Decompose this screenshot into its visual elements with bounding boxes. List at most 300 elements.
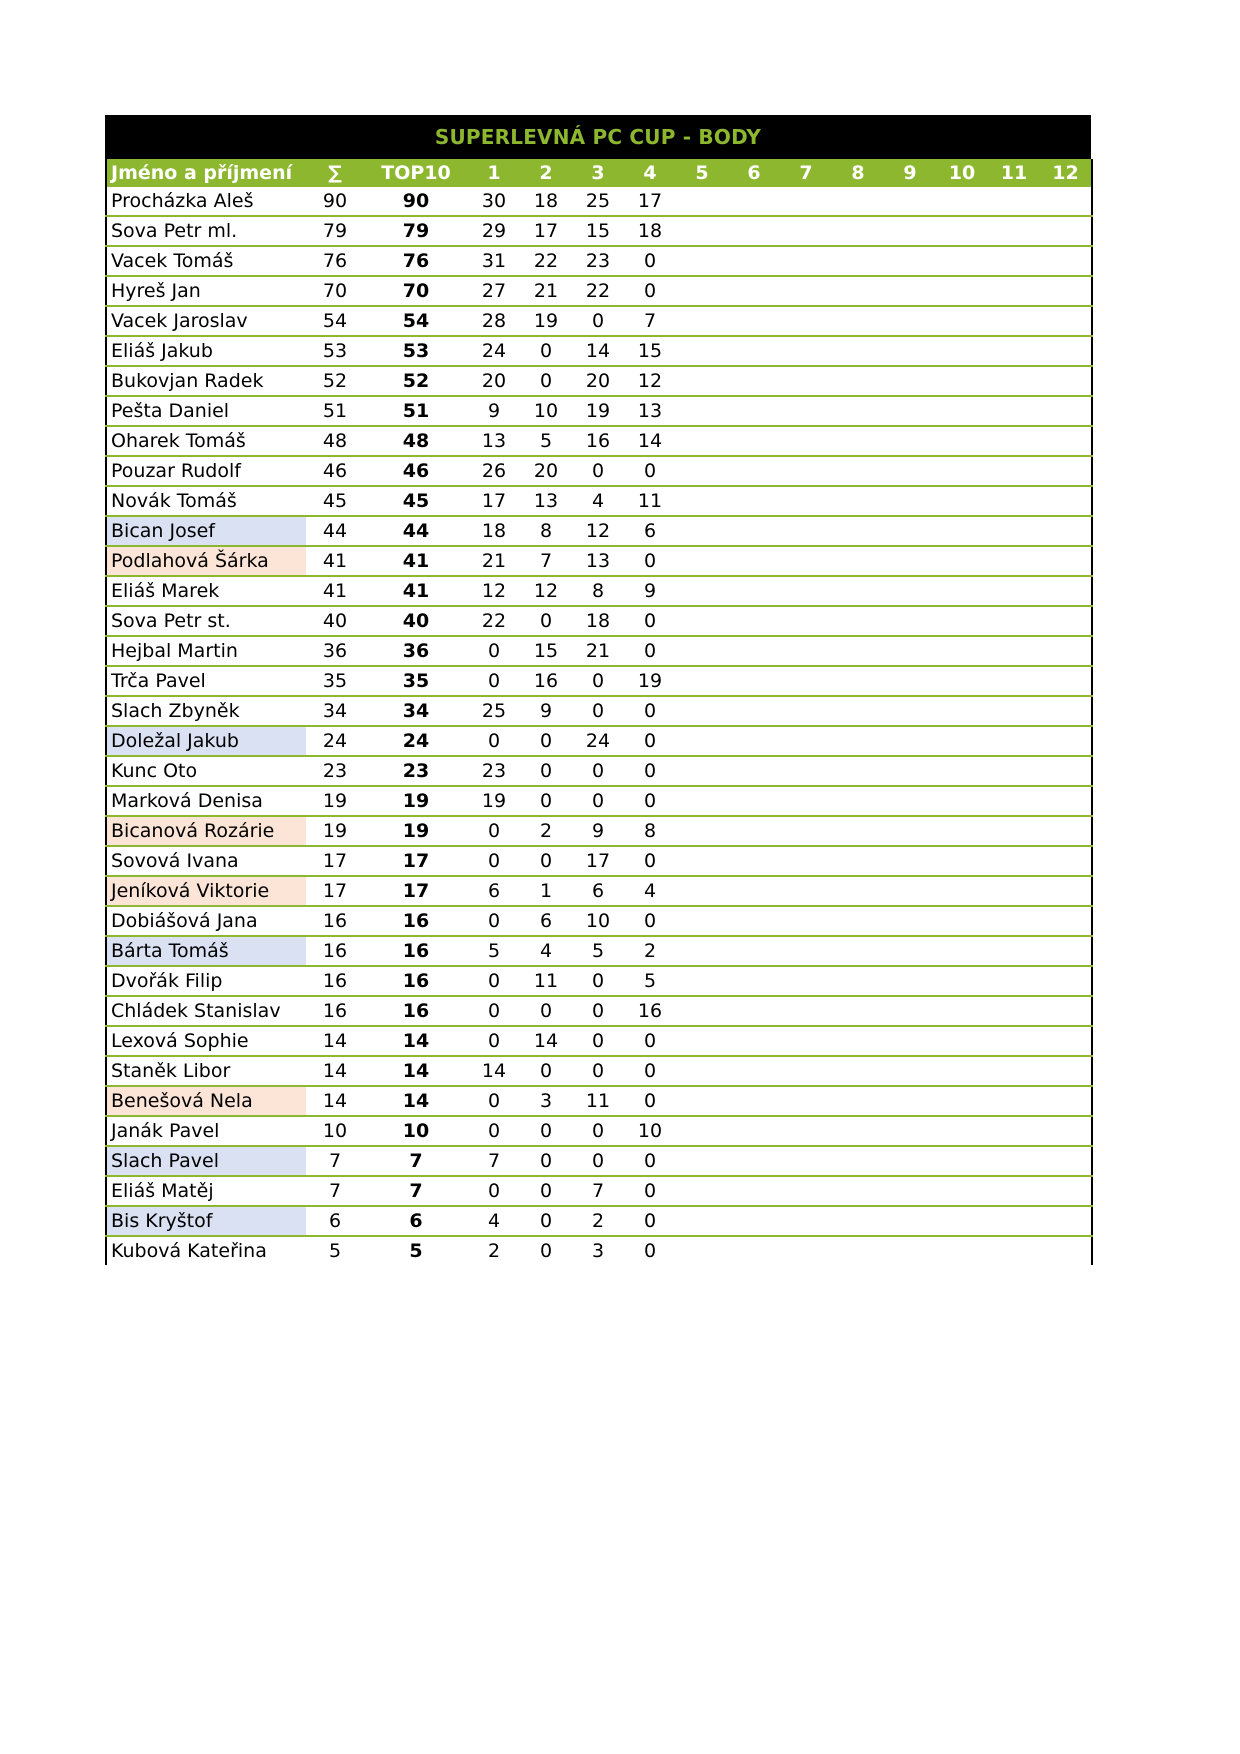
round-2-cell: 14 [520,1026,572,1056]
round-4-cell: 19 [624,666,676,696]
round-1-cell: 18 [468,516,520,546]
sum-cell: 35 [306,666,364,696]
table-row [106,876,1092,906]
round-8-cell [832,996,884,1026]
round-10-cell [936,906,988,936]
round-11-cell [988,426,1040,456]
round-6-cell [728,396,780,426]
player-name-cell: Vacek Jaroslav [106,306,306,336]
round-12-cell [1040,516,1092,546]
round-11-cell [988,306,1040,336]
round-8-cell [832,636,884,666]
round-7-cell [780,846,832,876]
table-row [106,1236,1092,1265]
round-8-cell [832,576,884,606]
round-5-cell [676,996,728,1026]
round-6-cell [728,1206,780,1236]
round-5-cell [676,396,728,426]
round-9-cell [884,1026,936,1056]
round-8-cell [832,456,884,486]
round-9-cell [884,336,936,366]
round-5-cell [676,636,728,666]
round-1-cell: 6 [468,876,520,906]
round-7-cell [780,936,832,966]
table-row [106,636,1092,666]
sum-cell: 40 [306,606,364,636]
round-3-cell: 0 [572,1056,624,1086]
round-12-cell [1040,187,1092,216]
round-1-cell: 0 [468,846,520,876]
round-8-cell [832,306,884,336]
round-8-cell [832,546,884,576]
sum-cell: 79 [306,216,364,246]
round-12-cell [1040,1086,1092,1116]
player-name-cell: Procházka Aleš [106,187,306,216]
round-10-cell [936,426,988,456]
round-4-cell: 0 [643,1240,657,1262]
round-6-cell [728,1146,780,1176]
round-6-cell [728,966,780,996]
round-4-cell: 0 [624,1056,676,1086]
player-name-cell: Bukovjan Radek [106,366,306,396]
round-1-cell: 26 [468,456,520,486]
round-4-cell: 16 [624,996,676,1026]
round-4-cell: 0 [624,846,676,876]
round-4-cell: 4 [624,876,676,906]
sum-cell: 7 [306,1176,364,1206]
column-header-round-4: 4 [624,159,676,187]
player-name-cell: Sova Petr ml. [106,216,306,246]
round-7-cell [780,666,832,696]
round-10-cell [936,1146,988,1176]
round-4-cell: 13 [624,396,676,426]
player-name-cell: Eliáš Matěj [106,1176,306,1206]
player-name-cell: Dvořák Filip [106,966,306,996]
round-4-cell: 7 [624,306,676,336]
round-12-cell [1040,696,1092,726]
round-12-cell [1040,366,1092,396]
round-10-cell [936,1086,988,1116]
round-4-cell: 17 [624,187,676,216]
round-6-cell [728,1116,780,1146]
round-6-cell [728,996,780,1026]
round-1-cell: 5 [468,936,520,966]
round-2-cell: 15 [520,636,572,666]
round-10-cell [936,336,988,366]
round-9-cell [884,426,936,456]
round-8-cell [832,276,884,306]
points-table [105,159,1093,1265]
round-1-cell: 9 [468,396,520,426]
table-row [106,606,1092,636]
round-5-cell [676,187,728,216]
round-1-cell: 12 [468,576,520,606]
round-3-cell: 12 [572,516,624,546]
round-11-cell [988,1086,1040,1116]
round-11-cell [988,486,1040,516]
round-10-cell [936,456,988,486]
round-11-cell [988,666,1040,696]
round-12-cell [1040,876,1092,906]
round-12-cell [1040,426,1092,456]
round-7-cell [780,966,832,996]
top10-cell: 17 [364,876,468,906]
player-name-cell: Trča Pavel [106,666,306,696]
round-7-cell [780,816,832,846]
round-5-cell [676,1086,728,1116]
round-6-cell [728,456,780,486]
round-5-cell [676,486,728,516]
table-row [106,966,1092,996]
round-5-cell [676,576,728,606]
table-row [106,936,1092,966]
sum-cell: 16 [306,936,364,966]
round-10-cell [936,486,988,516]
sum-cell: 16 [306,996,364,1026]
round-8-cell [832,1116,884,1146]
round-7-cell [780,306,832,336]
round-2-cell: 0 [520,996,572,1026]
column-header-round-1: 1 [468,159,520,187]
round-9-cell [884,906,936,936]
round-2-cell: 0 [520,846,572,876]
round-5-cell [676,1206,728,1236]
round-2-cell: 6 [520,906,572,936]
round-6-cell [728,666,780,696]
round-5-cell [676,786,728,816]
round-6-cell [728,336,780,366]
round-3-cell: 0 [572,666,624,696]
round-7-cell [780,216,832,246]
round-10-cell [936,1116,988,1146]
round-3-cell: 22 [572,276,624,306]
round-8-cell [832,1086,884,1116]
round-1-cell: 23 [468,756,520,786]
round-9-cell [884,726,936,756]
round-7-cell [780,786,832,816]
round-9-cell [884,1146,936,1176]
round-7-cell [780,336,832,366]
round-11-cell [988,1236,1040,1265]
round-7-cell [780,396,832,426]
top10-cell: 16 [364,966,468,996]
round-3-cell: 0 [572,1026,624,1056]
round-8-cell [832,726,884,756]
round-9-cell [884,187,936,216]
round-1-cell: 2 [487,1240,501,1262]
round-5-cell [676,876,728,906]
table-row [106,366,1092,396]
top10-cell: 41 [364,576,468,606]
round-8-cell [832,187,884,216]
round-9-cell [884,606,936,636]
round-11-cell [988,636,1040,666]
round-8-cell [832,816,884,846]
sum-cell: 14 [306,1056,364,1086]
round-11-cell [988,246,1040,276]
round-1-cell: 27 [468,276,520,306]
round-6-cell [728,306,780,336]
round-5-cell [676,696,728,726]
round-11-cell [988,456,1040,486]
round-3-cell: 17 [572,846,624,876]
round-2-cell: 2 [520,816,572,846]
sum-cell: 6 [306,1206,364,1236]
round-10-cell [936,936,988,966]
round-1-cell: 22 [468,606,520,636]
round-6-cell [728,1056,780,1086]
round-3-cell: 23 [572,246,624,276]
player-name-cell: Hejbal Martin [106,636,306,666]
round-4-cell: 0 [624,1146,676,1176]
top10-cell: 46 [364,456,468,486]
round-6-cell [728,906,780,936]
round-2-cell: 0 [520,336,572,366]
round-9-cell [884,396,936,426]
player-name-cell: Hyreš Jan [106,276,306,306]
round-6-cell [728,876,780,906]
table-row [106,187,1092,216]
sum-cell: 48 [306,426,364,456]
round-11-cell [988,276,1040,306]
round-9-cell [884,876,936,906]
round-7-cell [780,756,832,786]
player-name-cell: Jeníková Viktorie [106,876,306,906]
table-row [106,696,1092,726]
column-header-round-8: 8 [832,159,884,187]
round-8-cell [832,906,884,936]
player-name-cell: Novák Tomáš [106,486,306,516]
round-4-cell: 0 [624,1026,676,1056]
round-2-cell: 0 [520,1056,572,1086]
round-9-cell [884,1116,936,1146]
top10-cell: 76 [364,246,468,276]
round-12-cell [1040,456,1092,486]
round-8-cell [832,1146,884,1176]
top10-cell: 51 [364,396,468,426]
top10-cell: 23 [364,756,468,786]
round-9-cell [884,576,936,606]
player-name-cell: Bis Kryštof [106,1206,306,1236]
player-name-cell: Slach Pavel [106,1146,306,1176]
column-header-round-3: 3 [572,159,624,187]
sum-cell: 19 [306,816,364,846]
round-3-cell: 2 [572,1206,624,1236]
sum-cell: 52 [306,366,364,396]
round-9-cell [884,1056,936,1086]
top10-cell: 53 [364,336,468,366]
round-10-cell [936,636,988,666]
top10-cell: 5 [409,1240,423,1262]
round-7-cell [780,906,832,936]
sum-cell: 90 [306,187,364,216]
round-8-cell [832,666,884,696]
round-5-cell [676,216,728,246]
round-12-cell [1040,1206,1092,1236]
round-12-cell [1040,636,1092,666]
round-3-cell: 8 [572,576,624,606]
round-2-cell: 0 [520,1176,572,1206]
round-1-cell: 0 [468,1176,520,1206]
round-8-cell [832,756,884,786]
column-header-name: Jméno a příjmení [106,159,306,187]
round-11-cell [988,906,1040,936]
round-11-cell [988,1176,1040,1206]
round-12-cell [1040,1236,1092,1265]
round-5-cell [676,666,728,696]
round-4-cell: 0 [624,456,676,486]
round-5-cell [676,966,728,996]
round-4-cell: 8 [624,816,676,846]
round-7-cell [780,696,832,726]
round-7-cell [780,1056,832,1086]
round-4-cell: 0 [624,726,676,756]
round-7-cell [780,1026,832,1056]
round-3-cell: 0 [572,1146,624,1176]
round-4-cell: 0 [624,1176,676,1206]
round-6-cell [728,636,780,666]
round-6-cell [728,576,780,606]
table-row [106,786,1092,816]
round-9-cell [884,786,936,816]
column-header-round-2: 2 [520,159,572,187]
sum-cell: 70 [306,276,364,306]
top10-cell: 7 [364,1176,468,1206]
round-9-cell [884,456,936,486]
column-header-round-6: 6 [728,159,780,187]
round-7-cell [780,546,832,576]
round-2-cell: 21 [520,276,572,306]
round-7-cell [780,516,832,546]
round-7-cell [780,366,832,396]
round-5-cell [676,726,728,756]
round-9-cell [884,306,936,336]
round-5-cell [676,366,728,396]
column-header-top10: TOP10 [364,159,468,187]
top10-cell: 48 [364,426,468,456]
round-3-cell: 25 [572,187,624,216]
round-10-cell [936,366,988,396]
round-8-cell [832,1056,884,1086]
player-name-cell: Bárta Tomáš [106,936,306,966]
round-4-cell: 6 [624,516,676,546]
round-9-cell [884,1086,936,1116]
player-name-cell: Lexová Sophie [106,1026,306,1056]
round-8-cell [832,336,884,366]
sum-cell: 34 [306,696,364,726]
top10-cell: 14 [364,1056,468,1086]
round-5-cell [676,1116,728,1146]
round-8-cell [832,786,884,816]
round-12-cell [1040,576,1092,606]
round-7-cell [780,996,832,1026]
round-6-cell [728,1176,780,1206]
round-12-cell [1040,966,1092,996]
round-5-cell [676,1026,728,1056]
table-row [106,726,1092,756]
table-row [106,846,1092,876]
round-6-cell [728,366,780,396]
round-12-cell [1040,846,1092,876]
round-3-cell: 14 [572,336,624,366]
round-6-cell [728,846,780,876]
round-1-cell: 0 [468,1026,520,1056]
round-10-cell [936,306,988,336]
top10-cell: 6 [364,1206,468,1236]
table-row [106,336,1092,366]
round-3-cell: 24 [572,726,624,756]
round-4-cell: 11 [624,486,676,516]
round-2-cell: 0 [520,1146,572,1176]
player-name-cell: Chládek Stanislav [106,996,306,1026]
round-11-cell [988,966,1040,996]
round-10-cell [936,546,988,576]
round-7-cell [780,1176,832,1206]
round-5-cell [676,606,728,636]
sum-cell: 41 [306,546,364,576]
round-3-cell: 21 [572,636,624,666]
player-name-cell: Podlahová Šárka [106,546,306,576]
round-1-cell: 0 [468,1116,520,1146]
round-6-cell [728,696,780,726]
round-9-cell [884,246,936,276]
round-6-cell [728,216,780,246]
round-6-cell [728,786,780,816]
top10-cell: 34 [364,696,468,726]
round-2-cell: 0 [520,786,572,816]
sum-cell: 24 [306,726,364,756]
round-1-cell: 0 [468,966,520,996]
round-7-cell [780,606,832,636]
round-12-cell [1040,1116,1092,1146]
table-row [106,216,1092,246]
round-3-cell: 9 [572,816,624,846]
round-2-cell: 0 [520,606,572,636]
round-11-cell [988,1026,1040,1056]
table-body [106,187,1092,1265]
top10-cell: 16 [364,936,468,966]
round-12-cell [1040,996,1092,1026]
player-name-cell: Sova Petr st. [106,606,306,636]
round-4-cell: 0 [624,906,676,936]
round-11-cell [988,816,1040,846]
round-4-cell: 18 [624,216,676,246]
sum-cell: 41 [306,576,364,606]
sum-cell: 53 [306,336,364,366]
player-name-cell: Vacek Tomáš [106,246,306,276]
player-name-cell: Kunc Oto [106,756,306,786]
round-2-cell: 5 [520,426,572,456]
round-1-cell: 13 [468,426,520,456]
round-1-cell: 30 [468,187,520,216]
round-8-cell [832,1176,884,1206]
round-3-cell: 5 [572,936,624,966]
sheet-title-text: SUPERLEVNÁ PC CUP - BODY [434,125,762,149]
player-name-cell: Staněk Libor [106,1056,306,1086]
round-4-cell: 0 [624,606,676,636]
round-10-cell [936,756,988,786]
round-2-cell: 0 [520,1116,572,1146]
round-7-cell [780,276,832,306]
round-4-cell: 0 [624,1206,676,1236]
round-2-cell: 9 [520,696,572,726]
sum-cell: 16 [306,906,364,936]
round-3-cell: 0 [572,786,624,816]
round-6-cell [728,516,780,546]
top10-cell: 16 [364,906,468,936]
round-10-cell [936,246,988,276]
round-2-cell: 19 [520,306,572,336]
